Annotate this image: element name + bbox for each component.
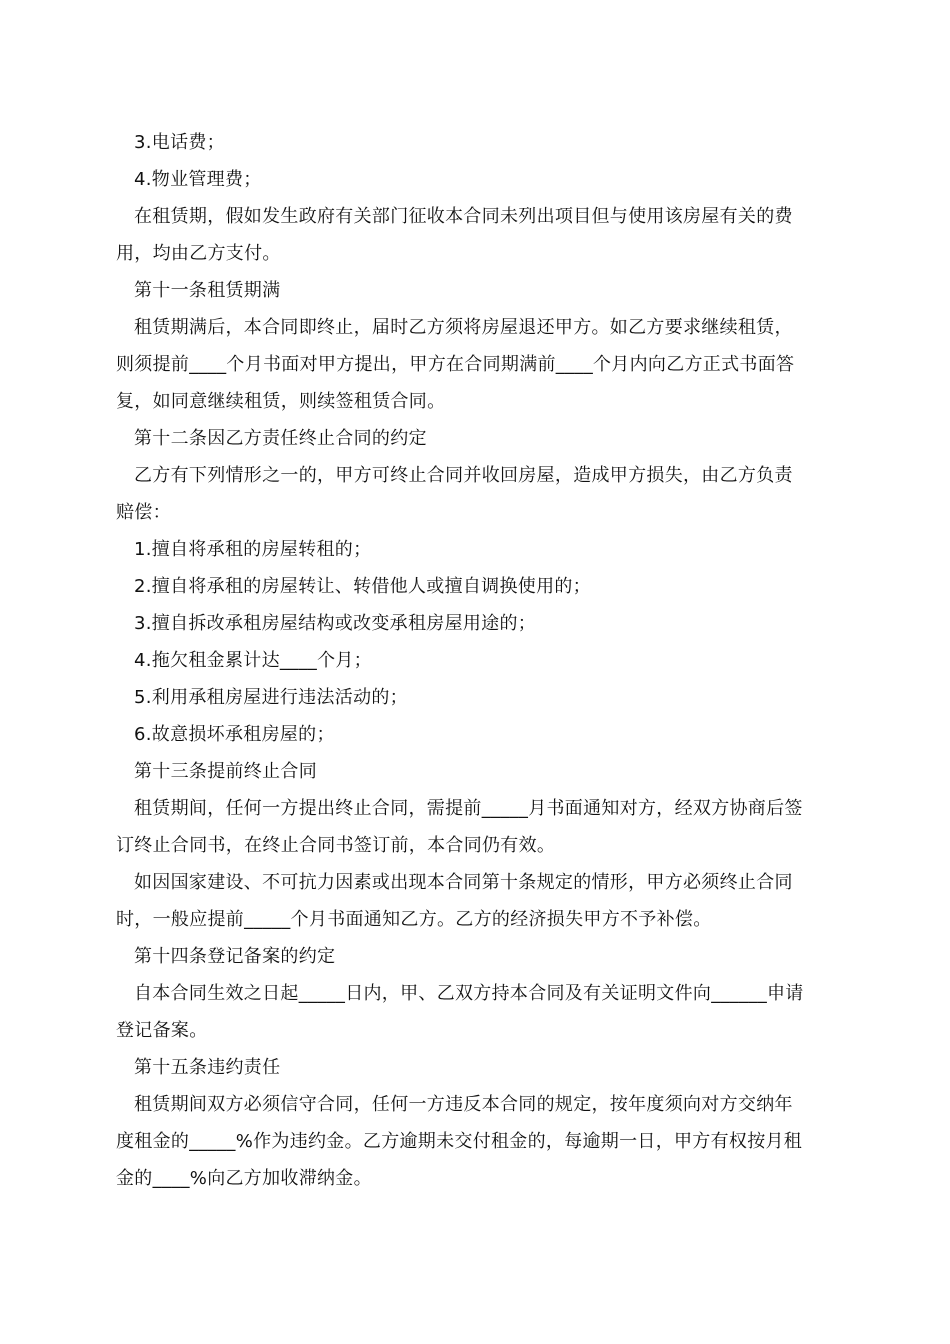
text-line: 赔偿： xyxy=(116,502,171,523)
section-heading: 第十五条违约责任 xyxy=(134,1057,281,1078)
text-line: 如因国家建设、不可抗力因素或出现本合同第十条规定的情形，甲方必须终止合同 xyxy=(134,872,793,893)
section-heading: 第十一条租赁期满 xyxy=(134,280,281,301)
text-line: 金的____%向乙方加收滞纳金。 xyxy=(116,1168,372,1189)
text-line: 乙方有下列情形之一的，甲方可终止合同并收回房屋，造成甲方损失，由乙方负责 xyxy=(134,465,793,486)
text-line: 用，均由乙方支付。 xyxy=(116,243,281,264)
text-line: 租赁期满后，本合同即终止，届时乙方须将房屋退还甲方。如乙方要求继续租赁， xyxy=(134,317,793,338)
text-line: 租赁期间双方必须信守合同，任何一方违反本合同的规定，按年度须向对方交纳年 xyxy=(134,1094,793,1115)
text-line: 4.物业管理费； xyxy=(134,169,262,190)
section-heading: 第十三条提前终止合同 xyxy=(134,761,317,782)
text-line: 自本合同生效之日起_____日内，甲、乙双方持本合同及有关证明文件向______申请 xyxy=(134,983,804,1004)
text-line: 租赁期间，任何一方提出终止合同，需提前_____月书面通知对方，经双方协商后签 xyxy=(134,798,803,819)
list-item: 2.擅自将承租的房屋转让、转借他人或擅自调换使用的； xyxy=(134,576,591,597)
text-line: 在租赁期，假如发生政府有关部门征收本合同未列出项目但与使用该房屋有关的费 xyxy=(134,206,793,227)
text-line: 复，如同意继续租赁，则续签租赁合同。 xyxy=(116,391,446,412)
list-item: 6.故意损坏承租房屋的； xyxy=(134,724,335,745)
text-line: 则须提前____个月书面对甲方提出，甲方在合同期满前____个月内向乙方正式书面答 xyxy=(116,354,795,375)
list-item: 1.擅自将承租的房屋转租的； xyxy=(134,539,372,560)
text-line: 度租金的_____%作为违约金。乙方逾期未交付租金的，每逾期一日，甲方有权按月租 xyxy=(116,1131,803,1152)
list-item: 3.擅自拆改承租房屋结构或改变承租房屋用途的； xyxy=(134,613,537,634)
text-line: 订终止合同书，在终止合同书签订前，本合同仍有效。 xyxy=(116,835,556,856)
document-body xyxy=(116,124,836,1197)
list-item: 4.拖欠租金累计达____个月； xyxy=(134,650,372,671)
list-item: 5.利用承租房屋进行违法活动的； xyxy=(134,687,408,708)
section-heading: 第十二条因乙方责任终止合同的约定 xyxy=(134,428,427,449)
section-heading: 第十四条登记备案的约定 xyxy=(134,946,336,967)
text-line: 3.电话费； xyxy=(134,132,225,153)
text-line: 时，一般应提前_____个月书面通知乙方。乙方的经济损失甲方不予补偿。 xyxy=(116,909,712,930)
text-line: 登记备案。 xyxy=(116,1020,208,1041)
